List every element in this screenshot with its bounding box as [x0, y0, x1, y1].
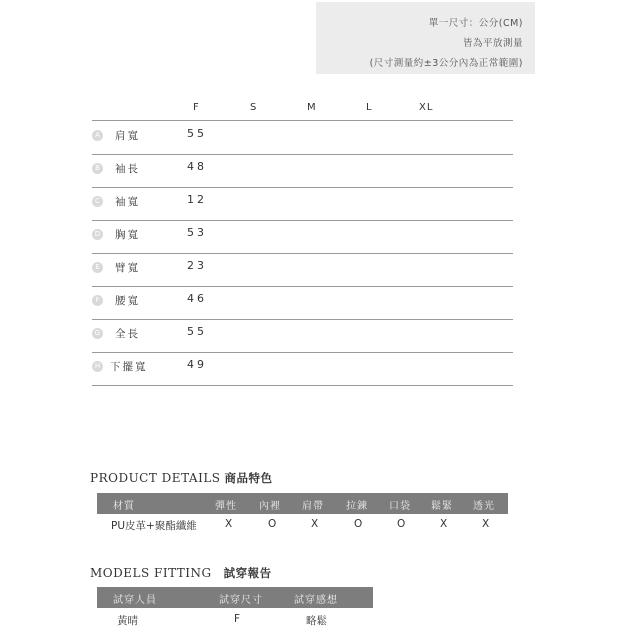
size-row	[92, 287, 513, 320]
measure-value: 55	[187, 325, 207, 338]
size-row	[92, 155, 513, 188]
models-fitting-title-en: MODELS FITTING	[90, 566, 212, 580]
header-elastic-band: 鬆緊	[431, 501, 453, 512]
elastic-band-value: X	[440, 518, 448, 530]
measure-label: 腰寬	[115, 295, 140, 307]
measurement-note	[316, 2, 535, 74]
strap-value: X	[311, 518, 319, 530]
header-lining: 內裡	[259, 501, 281, 512]
fitting-size-value: F	[234, 613, 241, 625]
badge-icon: B	[92, 163, 103, 174]
measure-label: 全長	[115, 328, 140, 340]
badge-icon: A	[92, 130, 103, 141]
header-fitting-feedback: 試穿感想	[294, 595, 338, 606]
product-details-title-zh: 商品特色	[224, 471, 273, 485]
header-elasticity: 彈性	[215, 501, 237, 512]
row-divider	[92, 385, 513, 386]
models-fitting-header-bar	[97, 587, 373, 608]
badge-icon: G	[92, 328, 103, 339]
size-row	[92, 188, 513, 221]
header-strap: 肩帶	[302, 501, 324, 512]
note-tolerance: (尺寸測量約±3公分內為正常範圍)	[369, 58, 523, 69]
measure-label: 袖寬	[115, 196, 140, 208]
material-value: PU皮革+聚酯纖維	[111, 520, 197, 532]
pocket-value: O	[397, 518, 406, 530]
badge-icon: H	[92, 361, 103, 372]
measure-value: 53	[187, 226, 207, 239]
product-details-title-en: PRODUCT DETAILS	[90, 471, 221, 485]
measure-label: 胸寬	[115, 229, 140, 241]
measure-value: 12	[187, 193, 207, 206]
elasticity-value: X	[225, 518, 233, 530]
sheer-value: X	[482, 518, 490, 530]
badge-icon: C	[92, 196, 103, 207]
header-pocket: 口袋	[389, 501, 411, 512]
product-details-title	[90, 470, 273, 486]
badge-icon: E	[92, 262, 103, 273]
size-header-l: L	[366, 102, 373, 113]
size-header-s: S	[250, 102, 258, 113]
size-row	[92, 254, 513, 287]
product-details-header-bar	[97, 493, 508, 514]
measure-value: 48	[187, 160, 207, 173]
measure-label: 臂寬	[115, 262, 140, 274]
fitting-feedback-value: 略鬆	[306, 615, 327, 627]
measure-value: 49	[187, 358, 207, 371]
models-fitting-title-zh: 試穿報告	[223, 566, 272, 580]
size-row	[92, 221, 513, 254]
size-header-f: F	[193, 102, 200, 113]
header-sheer: 透光	[473, 501, 495, 512]
size-row	[92, 320, 513, 353]
size-table-top-rule	[92, 120, 513, 121]
lining-value: O	[268, 518, 277, 530]
measure-label: 袖長	[115, 163, 140, 175]
header-zipper: 拉鍊	[346, 501, 368, 512]
size-row	[92, 122, 513, 155]
measure-label: 下擺寬	[110, 361, 148, 373]
measure-value: 23	[187, 259, 207, 272]
note-unit: 單一尺寸：公分(CM)	[428, 18, 523, 29]
note-method: 皆為平放測量	[462, 38, 523, 49]
measure-value: 55	[187, 127, 207, 140]
measure-value: 46	[187, 292, 207, 305]
header-material: 材質	[113, 501, 135, 512]
header-model: 試穿人員	[113, 595, 157, 606]
badge-icon: F	[92, 295, 103, 306]
zipper-value: O	[354, 518, 363, 530]
size-header-xl: XL	[419, 102, 434, 113]
measure-label: 肩寬	[115, 130, 140, 142]
size-header-m: M	[307, 102, 317, 113]
badge-icon: D	[92, 229, 103, 240]
models-fitting-title	[90, 565, 272, 581]
header-fitting-size: 試穿尺寸	[219, 595, 263, 606]
size-row	[92, 353, 513, 386]
model-name-value: 黃晴	[117, 615, 138, 627]
